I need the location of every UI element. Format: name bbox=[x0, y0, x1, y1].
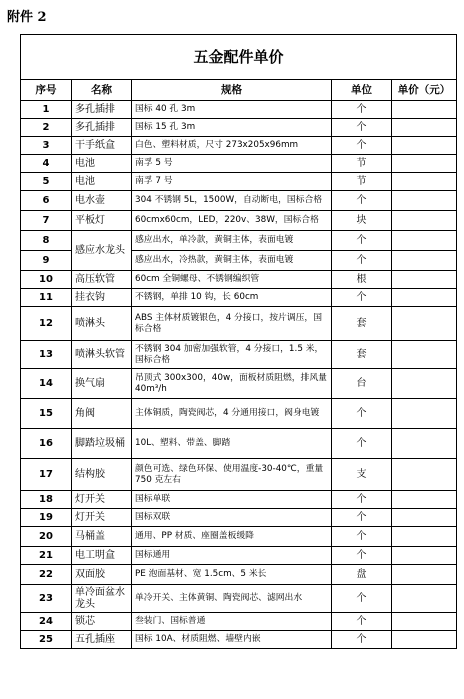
item-spec: 主体铜质，陶瓷阀芯，4 分通用接口，阀身电镀 bbox=[132, 399, 332, 429]
item-price[interactable] bbox=[392, 585, 457, 613]
table-row bbox=[21, 289, 457, 307]
row-number: 25 bbox=[21, 631, 72, 649]
item-unit: 套 bbox=[332, 341, 392, 369]
item-unit: 块 bbox=[332, 211, 392, 231]
table-row bbox=[21, 369, 457, 399]
table-row bbox=[21, 459, 457, 491]
table-title: 五金配件单价 bbox=[21, 35, 457, 80]
item-unit: 支 bbox=[332, 459, 392, 491]
item-name: 喷淋头 bbox=[72, 307, 132, 341]
item-name: 平板灯 bbox=[72, 211, 132, 231]
item-price[interactable] bbox=[392, 173, 457, 191]
item-price[interactable] bbox=[392, 289, 457, 307]
item-spec: 叁装门、国标普通 bbox=[132, 613, 332, 631]
item-price[interactable] bbox=[392, 271, 457, 289]
row-number: 16 bbox=[21, 429, 72, 459]
item-price[interactable] bbox=[392, 307, 457, 341]
item-price[interactable] bbox=[392, 565, 457, 585]
item-name: 灯开关 bbox=[72, 509, 132, 527]
item-unit: 个 bbox=[332, 251, 392, 271]
item-name: 马桶盖 bbox=[72, 527, 132, 547]
item-price[interactable] bbox=[392, 211, 457, 231]
header-name: 名称 bbox=[72, 80, 132, 101]
table-row bbox=[21, 429, 457, 459]
table-body bbox=[21, 101, 457, 649]
table-row bbox=[21, 341, 457, 369]
item-spec: 国标 10A、材质阻燃、墙壁内嵌 bbox=[132, 631, 332, 649]
header-price: 单价（元） bbox=[392, 80, 457, 101]
row-number: 17 bbox=[21, 459, 72, 491]
row-number: 18 bbox=[21, 491, 72, 509]
row-number: 21 bbox=[21, 547, 72, 565]
row-number: 20 bbox=[21, 527, 72, 547]
item-name: 多孔插排 bbox=[72, 101, 132, 119]
item-price[interactable] bbox=[392, 399, 457, 429]
item-spec: 颜色可选、绿色环保、使用温度-30-40℃，重量 750 克左右 bbox=[132, 459, 332, 491]
row-number: 9 bbox=[21, 251, 72, 271]
item-name: 灯开关 bbox=[72, 491, 132, 509]
item-price[interactable] bbox=[392, 155, 457, 173]
item-unit: 节 bbox=[332, 155, 392, 173]
table-row bbox=[21, 307, 457, 341]
row-number: 1 bbox=[21, 101, 72, 119]
header-row bbox=[21, 80, 457, 101]
row-number: 13 bbox=[21, 341, 72, 369]
item-unit: 个 bbox=[332, 231, 392, 251]
row-number: 4 bbox=[21, 155, 72, 173]
item-spec: 南孚 7 号 bbox=[132, 173, 332, 191]
item-price[interactable] bbox=[392, 613, 457, 631]
item-spec: 国标双联 bbox=[132, 509, 332, 527]
item-unit: 个 bbox=[332, 547, 392, 565]
item-name: 锁芯 bbox=[72, 613, 132, 631]
item-name: 五孔插座 bbox=[72, 631, 132, 649]
item-spec: 吊顶式 300x300，40w，面板材质阻燃，排风量 40m³/h bbox=[132, 369, 332, 399]
item-price[interactable] bbox=[392, 119, 457, 137]
item-name: 换气扇 bbox=[72, 369, 132, 399]
row-number: 2 bbox=[21, 119, 72, 137]
item-spec: 南孚 5 号 bbox=[132, 155, 332, 173]
table-row bbox=[21, 191, 457, 211]
item-unit: 个 bbox=[332, 119, 392, 137]
item-price[interactable] bbox=[392, 527, 457, 547]
row-number: 5 bbox=[21, 173, 72, 191]
table-row bbox=[21, 565, 457, 585]
item-unit: 个 bbox=[332, 399, 392, 429]
table-row bbox=[21, 399, 457, 429]
row-number: 24 bbox=[21, 613, 72, 631]
row-number: 15 bbox=[21, 399, 72, 429]
item-spec: 国标 15 孔 3m bbox=[132, 119, 332, 137]
item-name: 挂衣钩 bbox=[72, 289, 132, 307]
item-spec: 不锈钢 304 加密加强软管，4 分接口，1.5 米，国标合格 bbox=[132, 341, 332, 369]
row-number: 12 bbox=[21, 307, 72, 341]
item-name: 单冷面盆水龙头 bbox=[72, 585, 132, 613]
attachment-label: 附件 2 bbox=[7, 10, 47, 25]
table-row bbox=[21, 585, 457, 613]
header-spec: 规格 bbox=[132, 80, 332, 101]
item-name: 电水壶 bbox=[72, 191, 132, 211]
item-unit: 个 bbox=[332, 613, 392, 631]
table-row bbox=[21, 211, 457, 231]
item-price[interactable] bbox=[392, 251, 457, 271]
item-spec: 国标单联 bbox=[132, 491, 332, 509]
item-unit: 个 bbox=[332, 137, 392, 155]
item-name: 喷淋头软管 bbox=[72, 341, 132, 369]
row-number: 10 bbox=[21, 271, 72, 289]
item-unit: 个 bbox=[332, 491, 392, 509]
item-spec: 白色、塑料材质，尺寸 273x205x96mm bbox=[132, 137, 332, 155]
item-name: 感应水龙头 bbox=[72, 231, 132, 271]
header-unit: 单位 bbox=[332, 80, 392, 101]
item-unit: 个 bbox=[332, 101, 392, 119]
table-row bbox=[21, 547, 457, 565]
item-spec: 60cmx60cm，LED，220v、38W，国标合格 bbox=[132, 211, 332, 231]
item-unit: 个 bbox=[332, 509, 392, 527]
header-no: 序号 bbox=[21, 80, 72, 101]
item-spec: 国标通用 bbox=[132, 547, 332, 565]
item-spec: 通用、PP 材质、座圈盖板缓降 bbox=[132, 527, 332, 547]
item-unit: 节 bbox=[332, 173, 392, 191]
item-price[interactable] bbox=[392, 101, 457, 119]
row-number: 22 bbox=[21, 565, 72, 585]
row-number: 6 bbox=[21, 191, 72, 211]
item-price[interactable] bbox=[392, 509, 457, 527]
item-spec: 60cm 全铜螺母、不锈钢编织管 bbox=[132, 271, 332, 289]
item-unit: 台 bbox=[332, 369, 392, 399]
item-spec: PE 泡面基材、宽 1.5cm、5 米长 bbox=[132, 565, 332, 585]
table-row bbox=[21, 119, 457, 137]
item-unit: 个 bbox=[332, 429, 392, 459]
item-unit: 盘 bbox=[332, 565, 392, 585]
row-number: 23 bbox=[21, 585, 72, 613]
item-spec: 单冷开关、主体黄铜、陶瓷阀芯、滤网出水 bbox=[132, 585, 332, 613]
table-row bbox=[21, 527, 457, 547]
item-name: 干手纸盒 bbox=[72, 137, 132, 155]
row-number: 3 bbox=[21, 137, 72, 155]
item-spec: 304 不锈钢 5L，1500W，自动断电，国标合格 bbox=[132, 191, 332, 211]
table-row bbox=[21, 231, 457, 251]
item-unit: 套 bbox=[332, 307, 392, 341]
item-unit: 根 bbox=[332, 271, 392, 289]
item-price[interactable] bbox=[392, 429, 457, 459]
item-spec: 国标 40 孔 3m bbox=[132, 101, 332, 119]
table-row bbox=[21, 155, 457, 173]
item-price[interactable] bbox=[392, 369, 457, 399]
item-name: 电池 bbox=[72, 155, 132, 173]
item-name: 脚踏垃圾桶 bbox=[72, 429, 132, 459]
table-row bbox=[21, 509, 457, 527]
item-price[interactable] bbox=[392, 231, 457, 251]
item-price[interactable] bbox=[392, 631, 457, 649]
table-row bbox=[21, 137, 457, 155]
item-price[interactable] bbox=[392, 137, 457, 155]
item-unit: 个 bbox=[332, 631, 392, 649]
item-unit: 个 bbox=[332, 191, 392, 211]
table-row bbox=[21, 173, 457, 191]
table-row bbox=[21, 631, 457, 649]
item-name: 电池 bbox=[72, 173, 132, 191]
item-name: 双面胶 bbox=[72, 565, 132, 585]
item-unit: 个 bbox=[332, 585, 392, 613]
item-unit: 个 bbox=[332, 289, 392, 307]
item-spec: 感应出水，单冷款，黄铜主体，表面电镀 bbox=[132, 231, 332, 251]
item-name: 结构胶 bbox=[72, 459, 132, 491]
row-number: 7 bbox=[21, 211, 72, 231]
item-name: 高压软管 bbox=[72, 271, 132, 289]
item-name: 电工明盒 bbox=[72, 547, 132, 565]
table-row bbox=[21, 101, 457, 119]
table-row bbox=[21, 271, 457, 289]
item-price[interactable] bbox=[392, 547, 457, 565]
item-spec: ABS 主体材质镀银色，4 分接口，按片调压，国标合格 bbox=[132, 307, 332, 341]
item-price[interactable] bbox=[392, 341, 457, 369]
price-table bbox=[20, 34, 457, 649]
row-number: 19 bbox=[21, 509, 72, 527]
item-price[interactable] bbox=[392, 459, 457, 491]
item-spec: 感应出水，冷热款，黄铜主体，表面电镀 bbox=[132, 251, 332, 271]
item-name: 多孔插排 bbox=[72, 119, 132, 137]
row-number: 8 bbox=[21, 231, 72, 251]
item-spec: 不锈钢，单排 10 钩，长 60cm bbox=[132, 289, 332, 307]
item-unit: 个 bbox=[332, 527, 392, 547]
row-number: 14 bbox=[21, 369, 72, 399]
table-row bbox=[21, 491, 457, 509]
item-price[interactable] bbox=[392, 191, 457, 211]
item-spec: 10L、塑料、带盖、脚踏 bbox=[132, 429, 332, 459]
row-number: 11 bbox=[21, 289, 72, 307]
item-name: 角阀 bbox=[72, 399, 132, 429]
item-price[interactable] bbox=[392, 491, 457, 509]
table-row bbox=[21, 613, 457, 631]
